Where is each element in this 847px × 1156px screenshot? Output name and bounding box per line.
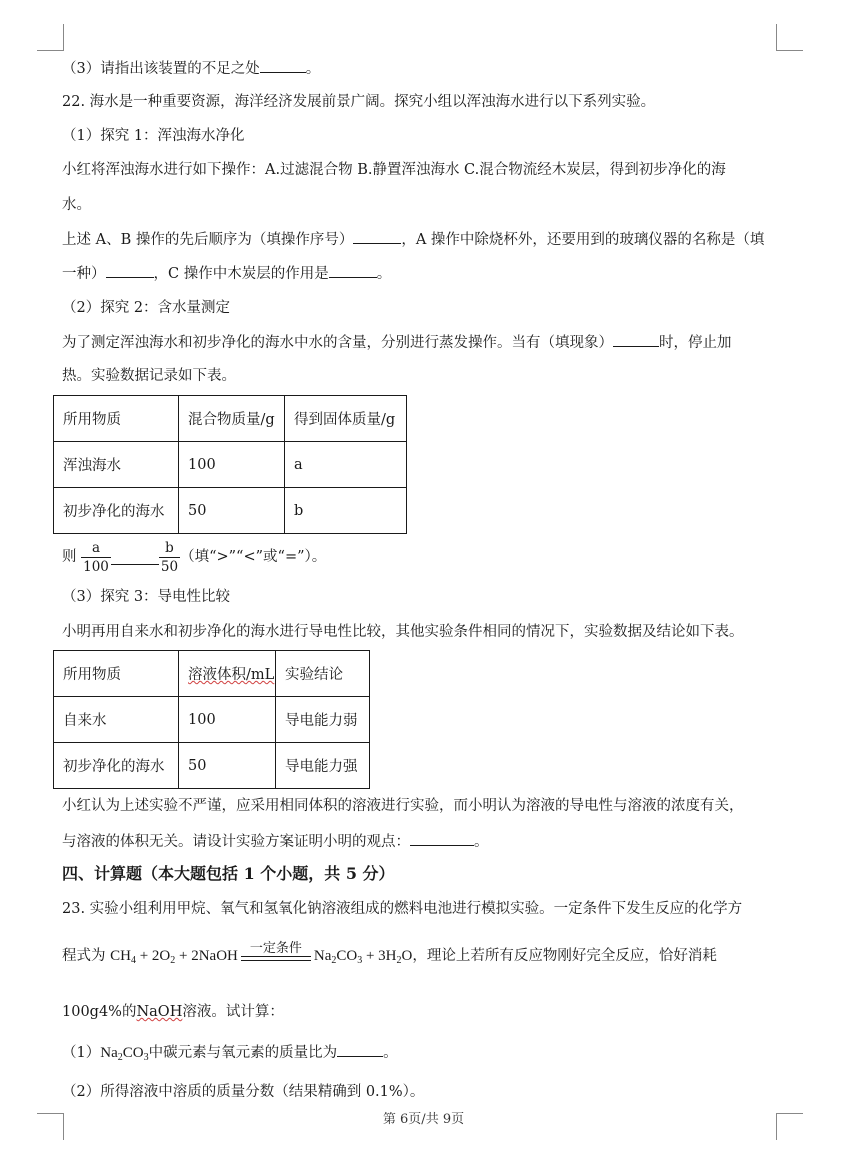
crop-mark-top-right <box>776 24 803 51</box>
q22-part2-title: （2）探究 2：含水量测定 <box>62 300 231 316</box>
q22-part1-title: （1）探究 1：浑浊海水净化 <box>62 128 245 144</box>
answer-blank[interactable] <box>613 332 659 347</box>
q23-part2: （2）所得溶液中溶质的质量分数（结果精确到 0.1%）。 <box>62 1084 425 1100</box>
q22-part3-text: 小明再用自来水和初步净化的海水进行导电性比较，其他实验条件相同的情况下，实验数据及结论如下表。 <box>62 624 744 640</box>
section-heading-calculation: 四、计算题（本大题包括 1 个小题，共 5 分） <box>62 864 395 883</box>
table-header-row: 所用物质 溶液体积/mL 实验结论 <box>54 651 370 697</box>
q22-part3-conclusion: 小红认为上述实验不严谨，应采用相同体积的溶液进行实验，而小明认为溶液的导电性与溶液的浓度有关， <box>62 798 744 814</box>
q22-part1-text-cont: 水。 <box>62 197 91 213</box>
fraction-b-over-50: $\frac{b}{50}$ <box>160 539 179 575</box>
q22-part2-text-cont: 热。实验数据记录如下表。 <box>62 368 236 384</box>
q22-part1-question: 上述 A、B 操作的先后顺序为（填操作序号） ，A 操作中除烧杯外，还要用到的玻璃仪器的名称是（填 <box>62 229 764 250</box>
q22-part2-text: 为了测定浑浊海水和初步净化的海水中水的含量，分别进行蒸发操作。当有（填现象） 时，停止加 <box>62 332 732 353</box>
reaction-condition-arrow: 一定条件 <box>241 940 311 961</box>
chemical-equation: $CH_4 + 2O_2$ + 2NaOH 一定条件 $Na_2CO_3 + 3H_2O$ <box>110 940 413 966</box>
data-table-water-content <box>53 395 407 534</box>
q21-part3: （3）请指出该装置的不足之处 。 <box>62 58 320 79</box>
q22-fraction-compare: 则 $\frac{a}{100}$ $\frac{b}{50}$ （填“>”“<”或“=”）。 <box>62 539 327 575</box>
answer-blank[interactable] <box>106 263 154 278</box>
crop-mark-top-left <box>37 24 64 51</box>
answer-blank[interactable] <box>353 229 401 244</box>
fraction-a-over-100: $\frac{a}{100}$ <box>83 539 109 575</box>
answer-blank[interactable] <box>260 58 306 73</box>
formula-na2co3: $Na_2CO_3$ <box>100 1045 149 1063</box>
q22-part3-conclusion-cont: 与溶液的体积无关。请设计实验方案证明小明的观点： 。 <box>62 831 489 852</box>
q22-part1-text: 小红将浑浊海水进行如下操作：A.过滤混合物 B.静置浑浊海水 C.混合物流经木炭层，得到初步净化的海 <box>62 162 726 178</box>
q23-naoh-line: 100g4%的NaOH溶液。试计算： <box>62 1004 284 1020</box>
table-row: 初步净化的海水 50 导电能力强 <box>54 743 370 789</box>
table-header-row: 所用物质 混合物质量/g 得到固体质量/g <box>54 396 407 442</box>
data-table-conductivity <box>53 650 370 789</box>
answer-blank[interactable] <box>410 831 474 846</box>
table-row: 自来水 100 导电能力弱 <box>54 697 370 743</box>
q23-part1: $(1)Na_2CO_3$中碳元素与氧元素的质量比为 。 <box>62 1042 398 1068</box>
answer-blank[interactable] <box>111 550 159 565</box>
q22-part1-question-cont: 一种） ，C 操作中木炭层的作用是 。 <box>62 263 391 284</box>
table-row: 初步净化的海水 50 b <box>54 488 407 534</box>
table-row: 浑浊海水 100 a <box>54 442 407 488</box>
answer-blank[interactable] <box>337 1042 383 1057</box>
answer-blank[interactable] <box>329 263 377 278</box>
q23-equation-line: 程式为 $CH_4 + 2O_2$ + 2NaOH 一定条件 $Na_2CO_3 + 3H_2O$，理论上若所有反应物刚好完全反应，恰好消耗 <box>62 940 717 966</box>
q23-intro: 23. 实验小组利用甲烷、氧气和氢氧化钠溶液组成的燃料电池进行模拟实验。一定条件下发生反应的化学方 <box>62 901 743 917</box>
q22-intro: 22. 海水是一种重要资源，海洋经济发展前景广阔。探究小组以浑浊海水进行以下系列实验。 <box>62 94 656 110</box>
q22-part3-title: （3）探究 3：导电性比较 <box>62 589 231 605</box>
page-number: 第 6页/共 9页 <box>382 1112 465 1127</box>
